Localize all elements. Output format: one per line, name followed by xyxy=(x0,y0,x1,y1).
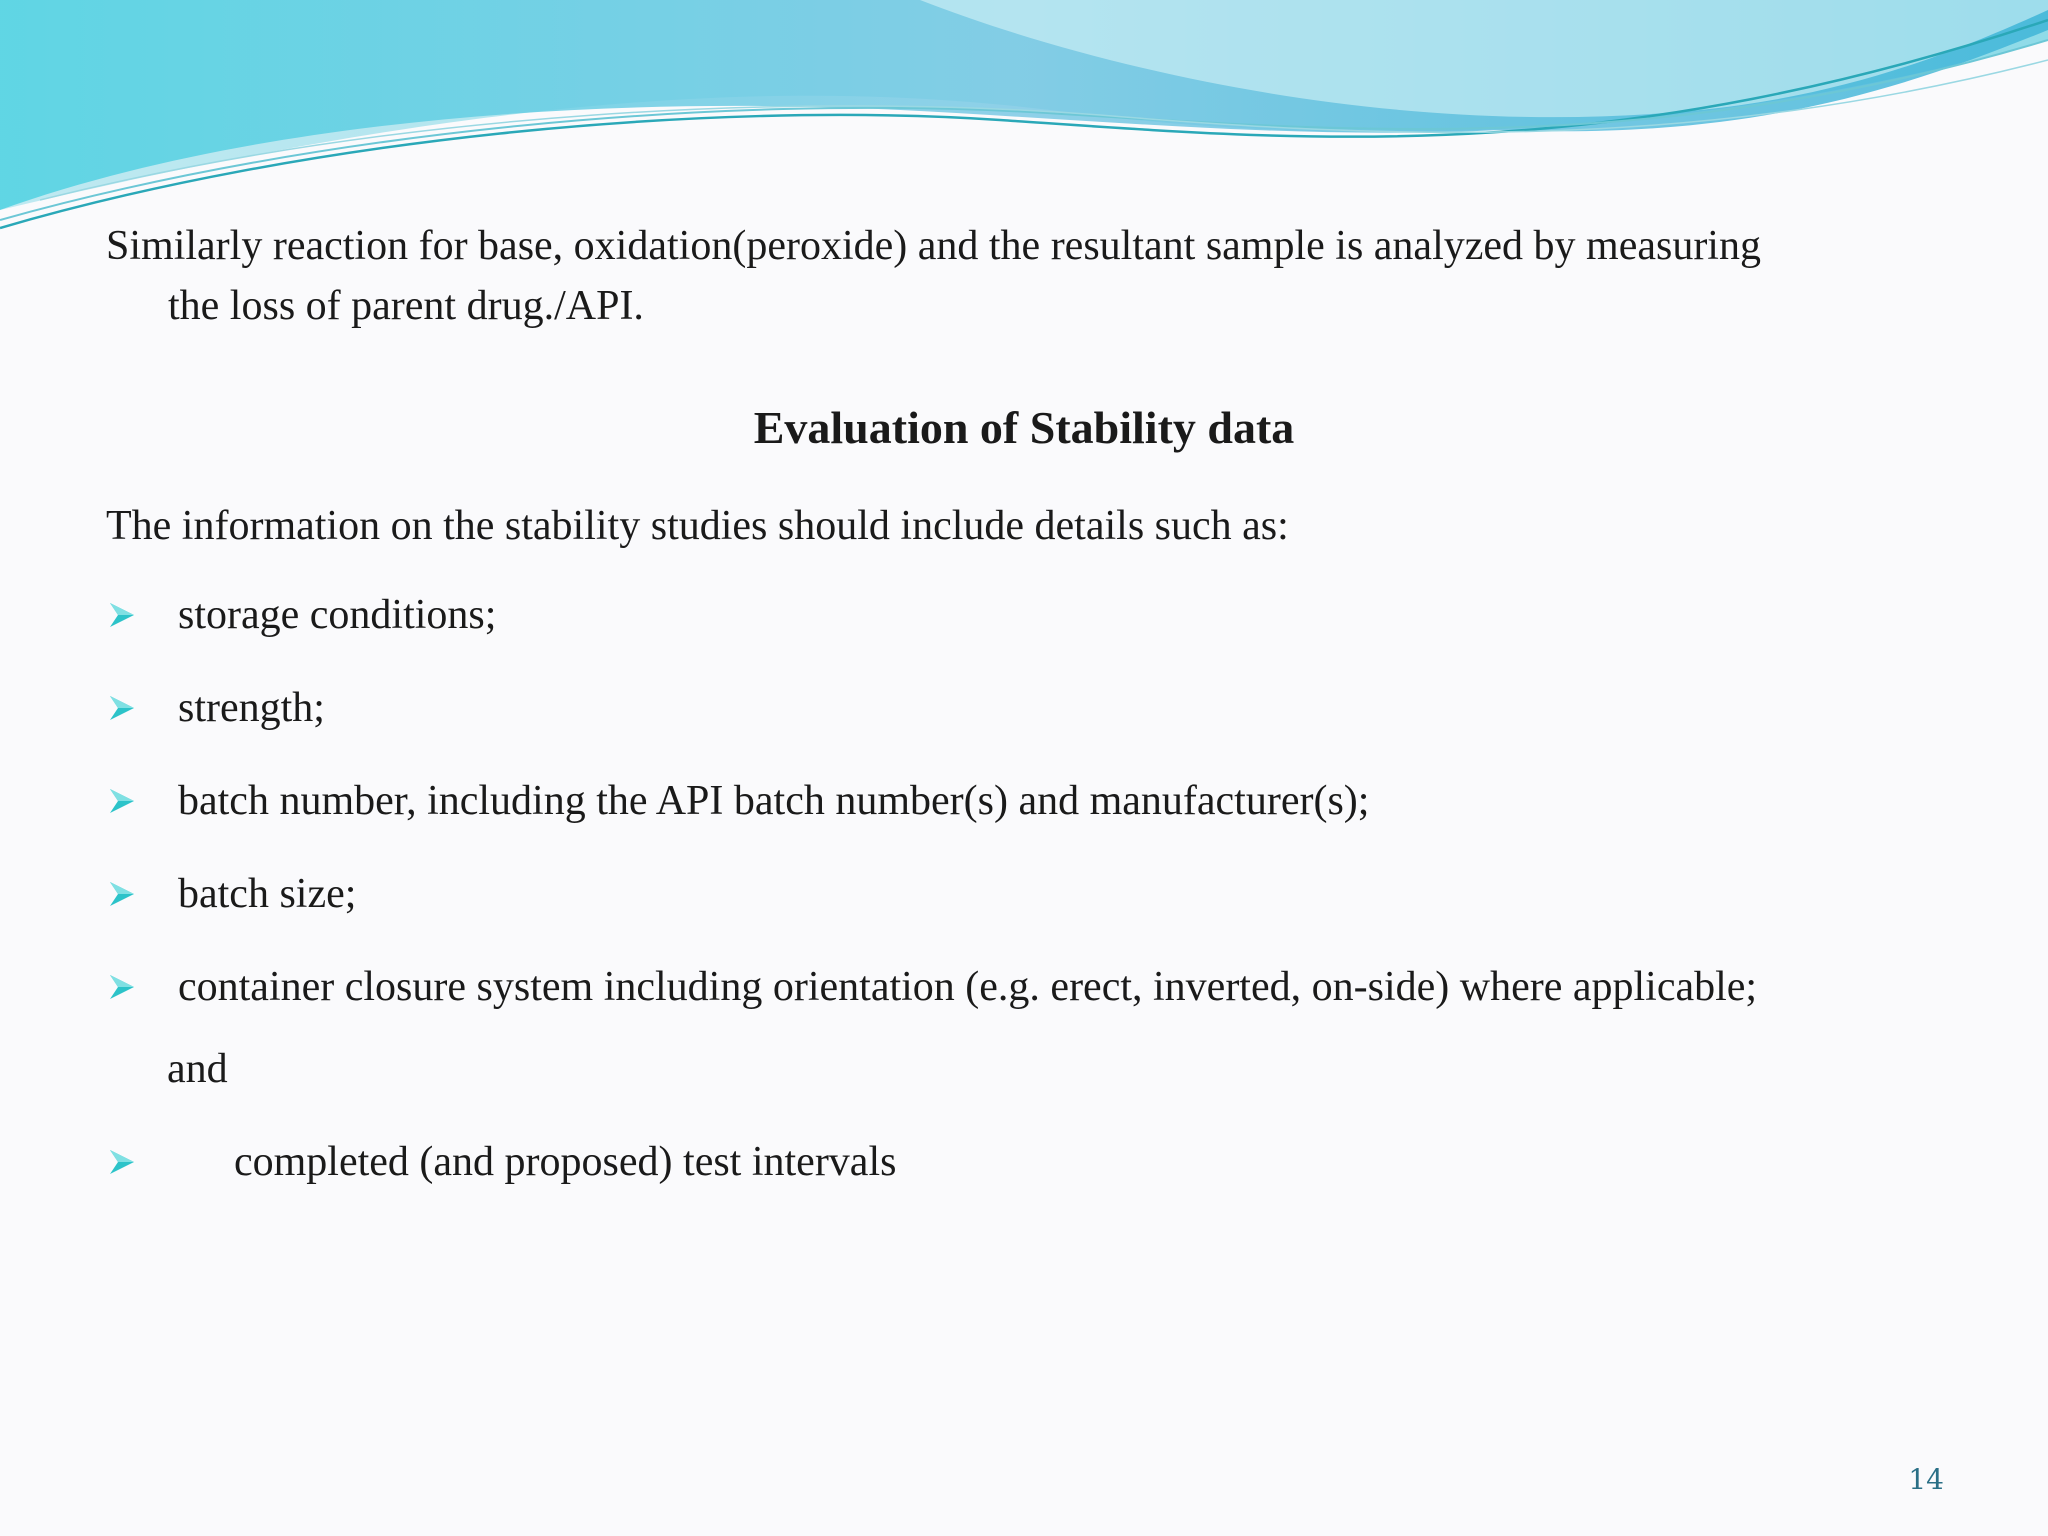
list-item-text: batch size; xyxy=(178,871,357,917)
list-item-text: completed (and proposed) test intervals xyxy=(234,1139,897,1185)
list-item xyxy=(106,864,1946,924)
page-number: 14 xyxy=(1908,1463,1944,1496)
arrow-bullet-icon xyxy=(106,971,138,1003)
list-item xyxy=(106,678,1946,738)
list-item xyxy=(106,957,1946,1099)
paragraph-analysis xyxy=(106,216,1946,336)
list-item-text: strength; xyxy=(178,685,325,731)
list-item-text: container closure system including orientation (e.g. erect, inverted, on-side) where applicable; xyxy=(178,964,1758,1010)
arrow-bullet-icon xyxy=(106,692,138,724)
list-item xyxy=(106,1132,1946,1192)
list-item xyxy=(106,585,1946,645)
arrow-bullet-icon xyxy=(106,878,138,910)
list-item-text: batch number, including the API batch number(s) and manufacturer(s); xyxy=(178,778,1370,824)
header-wave-decoration xyxy=(0,0,2048,240)
list-item-text-continuation: and xyxy=(167,1046,228,1092)
section-heading: Evaluation of Stability data xyxy=(753,402,1295,453)
list-item-text: storage conditions; xyxy=(178,592,497,638)
arrow-bullet-icon xyxy=(106,1146,138,1178)
details-list xyxy=(106,585,1946,1225)
arrow-bullet-icon xyxy=(106,785,138,817)
paragraph-analysis-line-2: the loss of parent drug./API. xyxy=(168,283,644,329)
paragraph-analysis-line-1: Similarly reaction for base, oxidation(peroxide) and the resultant sample is analyzed by measuring xyxy=(106,223,1761,269)
arrow-bullet-icon xyxy=(106,599,138,631)
list-item xyxy=(106,771,1946,831)
intro-text: The information on the stability studies should include details such as: xyxy=(106,503,1289,549)
